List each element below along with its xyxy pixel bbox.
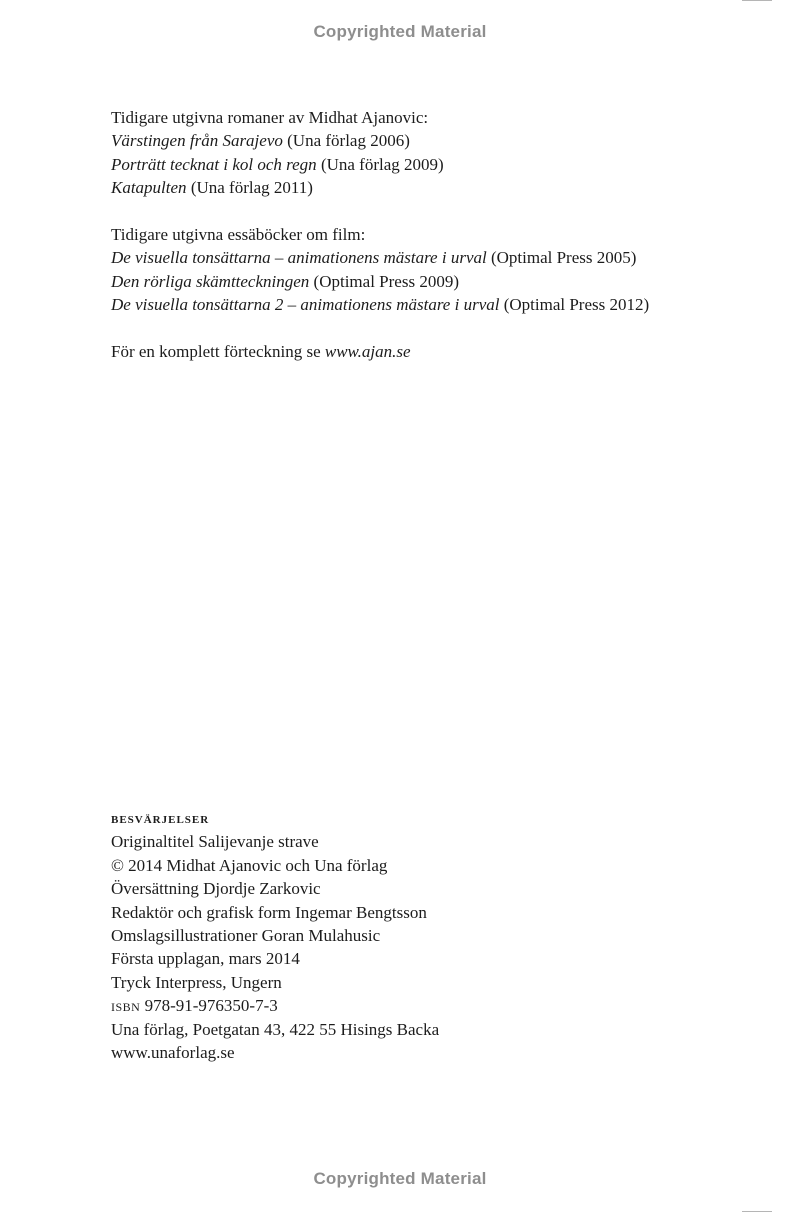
novels-list xyxy=(111,106,771,200)
colophon-line: Tryck Interpress, Ungern xyxy=(111,972,282,992)
watermark-top: Copyrighted Material xyxy=(313,22,487,41)
essay-publisher: (Optimal Press 2009) xyxy=(313,271,459,291)
essay-title: De visuella tonsättarna 2 – animationens mästare i urval xyxy=(111,295,500,315)
author-website-link: www.ajan.se xyxy=(324,342,411,361)
book-title: besvärjelser xyxy=(111,810,210,827)
novel-title: Katapulten xyxy=(111,178,187,198)
essay-title: Den rörliga skämtteckningen xyxy=(111,271,310,291)
essay-item xyxy=(111,293,771,316)
publisher-address: Una förlag, Poetgatan 43, 422 55 Hisings Backa xyxy=(111,1019,440,1039)
essays-heading: Tidigare utgivna essäböcker om film: xyxy=(111,225,366,244)
colophon-line: Originaltitel Salijevanje strave xyxy=(111,832,319,852)
colophon-line: Översättning Djordje Zarkovic xyxy=(111,879,321,899)
colophon-line: Omslagsillustrationer Goran Mulahusic xyxy=(111,926,381,946)
novel-item xyxy=(111,129,771,152)
essay-publisher: (Optimal Press 2012) xyxy=(503,295,650,315)
colophon-line: Första upplagan, mars 2014 xyxy=(111,949,300,969)
colophon xyxy=(111,807,771,1064)
publisher-website: www.unaforlag.se xyxy=(111,1043,235,1063)
colophon-line: © 2014 Midhat Ajanovic och Una förlag xyxy=(111,855,388,875)
watermark-bottom: Copyrighted Material xyxy=(313,1169,487,1188)
complete-list-text: För en komplett förteckning se xyxy=(111,342,321,361)
novels-heading: Tidigare utgivna romaner av Midhat Ajanovic: xyxy=(111,108,429,127)
essay-item xyxy=(111,246,771,269)
complete-list-line xyxy=(111,340,771,363)
colophon-line: Redaktör och grafisk form Ingemar Bengtsson xyxy=(111,902,427,922)
novel-item xyxy=(111,153,771,176)
novel-publisher: (Una förlag 2011) xyxy=(190,178,313,198)
isbn-line xyxy=(111,994,771,1017)
page-edge-line-top xyxy=(742,0,772,1)
novel-title: Porträtt tecknat i kol och regn xyxy=(111,154,317,174)
isbn-value: 978-91-976350-7-3 xyxy=(144,996,278,1016)
essays-list xyxy=(111,223,771,317)
novel-publisher: (Una förlag 2009) xyxy=(320,154,444,174)
essay-publisher: (Optimal Press 2005) xyxy=(490,248,637,268)
essay-item xyxy=(111,270,771,293)
novel-item xyxy=(111,176,771,199)
complete-list-note xyxy=(111,340,771,363)
novel-publisher: (Una förlag 2006) xyxy=(287,131,410,151)
essay-title: De visuella tonsättarna – animationens mästare i urval xyxy=(111,248,487,268)
novel-title: Värstingen från Sarajevo xyxy=(111,131,283,151)
page-edge-line-bottom xyxy=(742,1211,772,1212)
isbn-label: isbn xyxy=(111,996,141,1016)
